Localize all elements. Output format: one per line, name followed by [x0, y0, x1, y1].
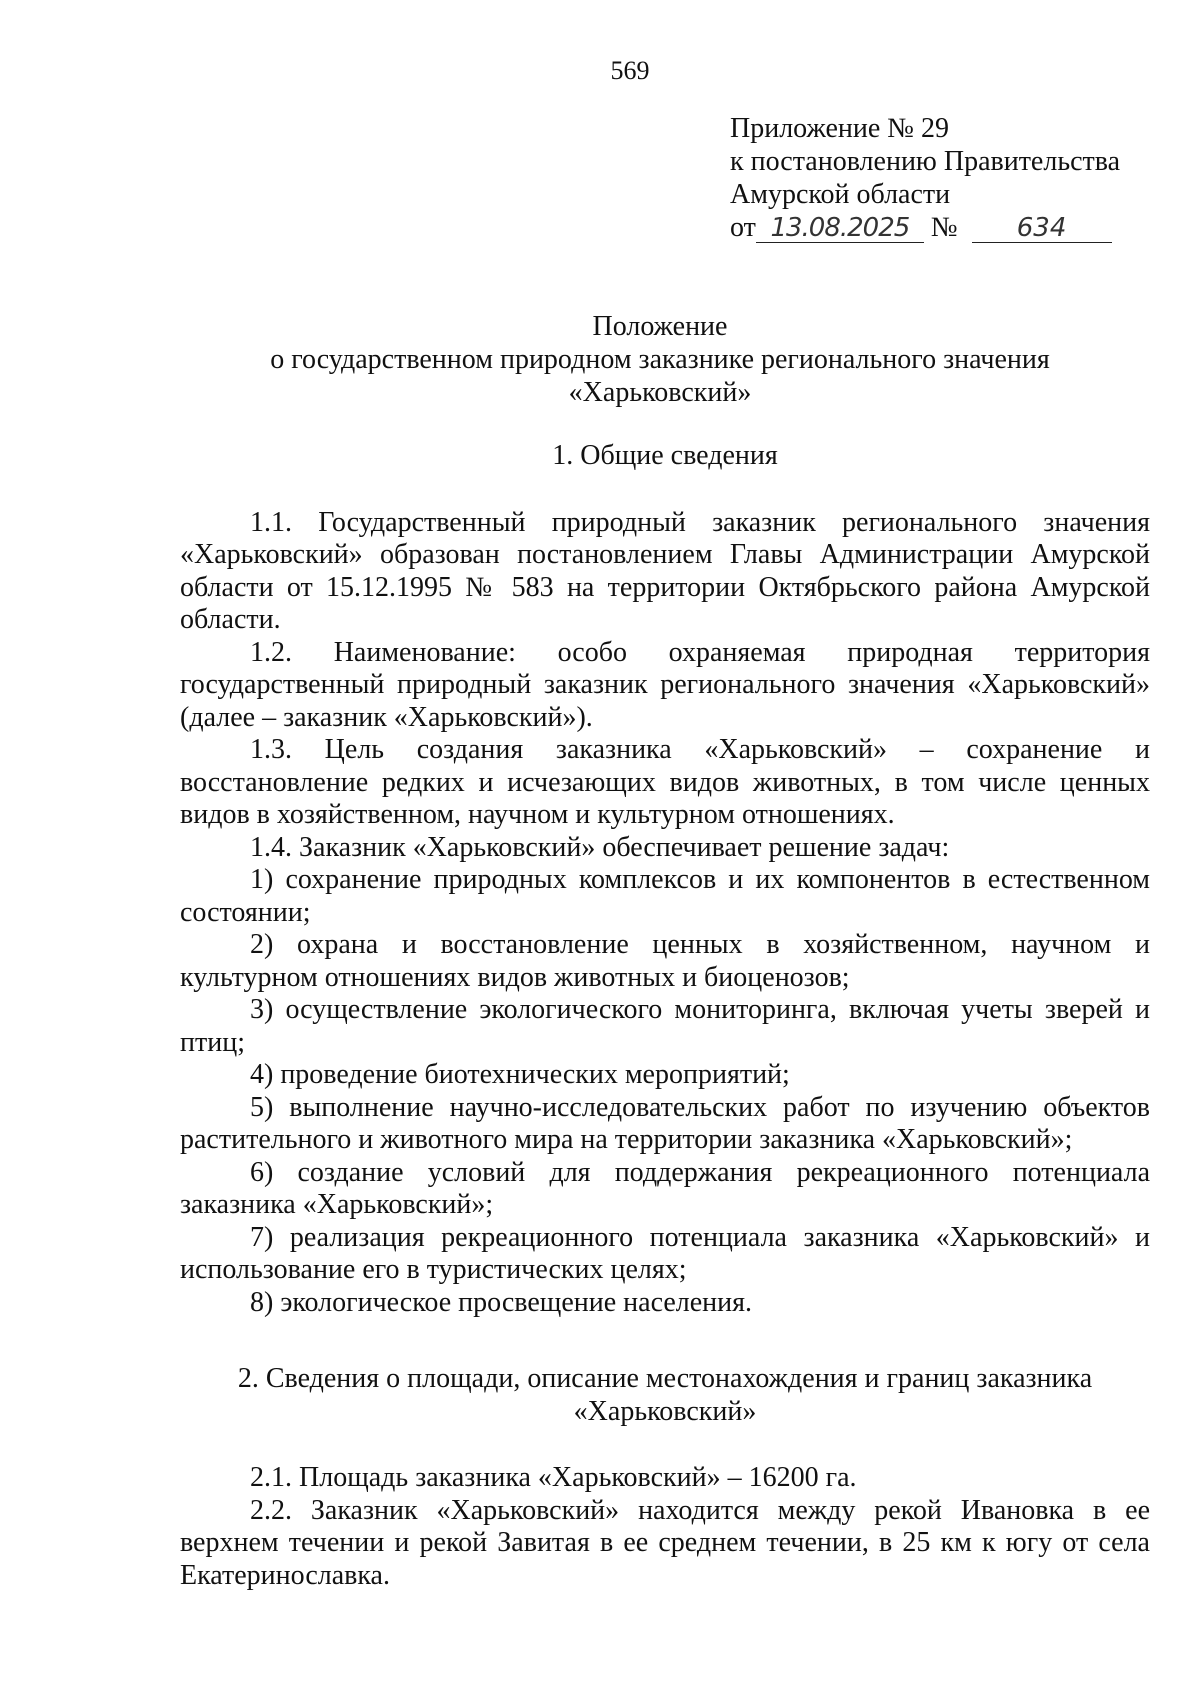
title-line-3: «Харьковский»	[568, 377, 752, 408]
paragraph: 1.4. Заказник «Харьковский» обеспечивает решение задач:	[250, 831, 950, 863]
title-line-2: о государственном природном заказнике регионального значения	[270, 344, 1050, 375]
appendix-title: Приложение № 29	[730, 113, 949, 144]
section-2-heading-line-1: 2. Сведения о площади, описание местонахождения и границ заказника	[237, 1363, 1093, 1394]
appendix-resolution: к постановлению Правительства	[730, 146, 1121, 177]
page-number: 569	[610, 56, 650, 85]
handwritten-date: 13.08.2025	[756, 214, 924, 243]
list-item: 3) осуществление экологического мониторинга, включая учеты зверей и птиц;	[180, 994, 1150, 1058]
list-item: 8) экологическое просвещение населения.	[250, 1286, 753, 1318]
paragraph: 2.1. Площадь заказника «Харьковский» – 16200 га.	[250, 1462, 857, 1493]
list-item: 5) выполнение научно-исследовательских работ по изучению объектов растительного и животного мира на территории заказника «Харьковский»;	[180, 1091, 1150, 1155]
document-body	[180, 440, 1150, 1592]
list-item: 4) проведение биотехнических мероприятий;	[250, 1059, 790, 1090]
paragraph: 1.2. Наименование: особо охраняемая природная территория государственный природный заказник регионального значения «Харьковский» (далее – заказник «Харьковский»).	[180, 636, 1150, 733]
paragraph: 1.3. Цель создания заказника «Харьковский» – сохранение и восстановление редких и исчезающих видов животных, в том числе ценных видов в хозяйственном, научном и культурном отношениях.	[180, 734, 1150, 830]
document-title	[170, 310, 1150, 409]
title-line-1: Положение	[592, 311, 728, 342]
handwritten-number: 634	[972, 214, 1112, 243]
appendix-region: Амурской области	[730, 179, 951, 210]
appendix-block	[730, 112, 1120, 244]
paragraph: 2.2. Заказник «Харьковский» находится между рекой Ивановка в ее верхнем течении и рекой Завитая в ее среднем течении, в 25 км к югу от села Екатеринославка.	[180, 1494, 1150, 1591]
list-item: 1) сохранение природных комплексов и их компонентов в естественном состоянии;	[180, 864, 1150, 928]
list-item: 6) создание условий для поддержания рекреационного потенциала заказника «Харьковский»;	[180, 1156, 1150, 1220]
paragraph: 1.1. Государственный природный заказник регионального значения «Харьковский» образован постановлением Главы Администрации Амурской области от 15.12.1995 № 583 на территории Октябрьского района Амурской области.	[180, 506, 1150, 635]
list-item: 7) реализация рекреационного потенциала заказника «Харьковский» и использование его в туристических целях;	[180, 1221, 1150, 1285]
list-item: 2) охрана и восстановление ценных в хозяйственном, научном и культурном отношениях видов животных и биоценозов;	[180, 929, 1150, 993]
appendix-date-line	[730, 211, 1120, 244]
section-2-heading-line-2: «Харьковский»	[573, 1395, 757, 1427]
date-prefix: от	[730, 212, 756, 243]
section-1-heading: 1. Общие сведения	[552, 440, 778, 471]
number-prefix: №	[930, 212, 958, 243]
